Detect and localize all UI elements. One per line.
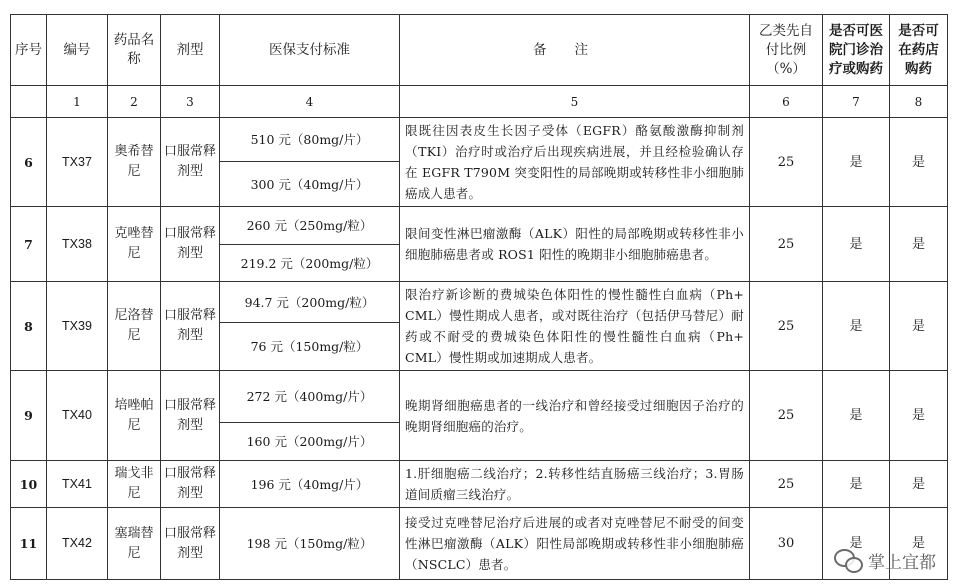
row-ratio: 30 [750, 508, 823, 580]
row-hospital: 是 [823, 118, 890, 207]
row-seq: 7 [11, 207, 47, 282]
row-dosage-form: 口服常释剂型 [161, 371, 220, 461]
watermark [834, 548, 936, 573]
row-code: TX39 [47, 282, 108, 371]
header-ratio: 乙类先自付比例（%） [750, 15, 823, 86]
row-dosage-form: 口服常释剂型 [161, 508, 220, 580]
row-hospital: 是 [823, 371, 890, 461]
row-dosage-form: 口服常释剂型 [161, 207, 220, 282]
row-price: 198 元（150mg/粒） [220, 508, 400, 580]
watermark-text: 掌上宜都 [868, 553, 936, 573]
row-code: TX37 [47, 118, 108, 207]
header-number-row [11, 86, 948, 118]
row-pharmacy: 是 [890, 282, 948, 371]
row-pharmacy: 是 [890, 508, 948, 580]
row-price: 219.2 元（200mg/粒） [220, 245, 400, 282]
row-code: TX41 [47, 461, 108, 508]
header-standard: 医保支付标准 [220, 15, 400, 86]
header-hospital: 是否可医院门诊治疗或购药 [823, 15, 890, 86]
row-ratio: 25 [750, 207, 823, 282]
header-num: 7 [823, 86, 890, 118]
header-num [11, 86, 47, 118]
row-code: TX40 [47, 371, 108, 461]
row-drug-name: 塞瑞替尼 [108, 508, 161, 580]
row-drug-name: 培唑帕尼 [108, 371, 161, 461]
row-remark: 晚期肾细胞癌患者的一线治疗和曾经接受过细胞因子治疗的晚期肾细胞癌的治疗。 [400, 371, 750, 461]
row-drug-name: 奥希替尼 [108, 118, 161, 207]
row-dosage-form: 口服常释剂型 [161, 118, 220, 207]
table-row [11, 207, 948, 245]
row-ratio: 25 [750, 371, 823, 461]
table-row [11, 461, 948, 508]
table-row [11, 508, 948, 580]
header-num: 3 [161, 86, 220, 118]
header-pharmacy: 是否可在药店购药 [890, 15, 948, 86]
row-hospital: 是 [823, 508, 890, 580]
header-num: 8 [890, 86, 948, 118]
row-price: 300 元（40mg/片） [220, 162, 400, 207]
row-price: 76 元（150mg/粒） [220, 323, 400, 371]
header-num: 4 [220, 86, 400, 118]
row-remark: 1.肝细胞癌二线治疗；2.转移性结直肠癌三线治疗；3.胃肠道间质瘤三线治疗。 [400, 461, 750, 508]
row-price: 196 元（40mg/片） [220, 461, 400, 508]
row-drug-name: 瑞戈非尼 [108, 461, 161, 508]
row-price: 272 元（400mg/片） [220, 371, 400, 423]
row-seq: 10 [11, 461, 47, 508]
row-price: 160 元（200mg/片） [220, 423, 400, 461]
row-pharmacy: 是 [890, 371, 948, 461]
row-drug-name: 克唑替尼 [108, 207, 161, 282]
row-price: 510 元（80mg/片） [220, 118, 400, 162]
row-seq: 8 [11, 282, 47, 371]
header-remark: 备注 [400, 15, 750, 86]
header-name: 药品名称 [108, 15, 161, 86]
row-remark: 接受过克唑替尼治疗后进展的或者对克唑替尼不耐受的间变性淋巴瘤激酶（ALK）阳性局部晚期或转移性非小细胞肺癌（NSCLC）患者。 [400, 508, 750, 580]
row-seq: 11 [11, 508, 47, 580]
table-row [11, 371, 948, 423]
header-row [11, 15, 948, 86]
table-row [11, 282, 948, 323]
header-seq: 序号 [11, 15, 47, 86]
row-remark: 限既往因表皮生长因子受体（EGFR）酪氨酸激酶抑制剂（TKI）治疗时或治疗后出现疾病进展，并且经检验确认存在 EGFR T790M 突变阳性的局部晚期或转移性非小细胞肺癌成人患者。 [400, 118, 750, 207]
drug-table [10, 14, 948, 580]
table-row [11, 118, 948, 162]
row-pharmacy: 是 [890, 207, 948, 282]
header-code: 编号 [47, 15, 108, 86]
row-dosage-form: 口服常释剂型 [161, 461, 220, 508]
row-ratio: 25 [750, 282, 823, 371]
row-price: 260 元（250mg/粒） [220, 207, 400, 245]
row-remark: 限间变性淋巴瘤激酶（ALK）阳性的局部晚期或转移性非小细胞肺癌患者或 ROS1 阳性的晚期非小细胞肺癌患者。 [400, 207, 750, 282]
header-form: 剂型 [161, 15, 220, 86]
row-price: 94.7 元（200mg/粒） [220, 282, 400, 323]
header-num: 5 [400, 86, 750, 118]
row-ratio: 25 [750, 461, 823, 508]
row-code: TX38 [47, 207, 108, 282]
header-num: 6 [750, 86, 823, 118]
row-hospital: 是 [823, 282, 890, 371]
row-pharmacy: 是 [890, 461, 948, 508]
header-num: 1 [47, 86, 108, 118]
row-hospital: 是 [823, 207, 890, 282]
header-num: 2 [108, 86, 161, 118]
row-seq: 6 [11, 118, 47, 207]
row-code: TX42 [47, 508, 108, 580]
row-remark: 限治疗新诊断的费城染色体阳性的慢性髓性白血病（Ph+ CML）慢性期成人患者，或对既往治疗（包括伊马替尼）耐药或不耐受的费城染色体阳性的慢性髓性白血病（Ph+ CML）慢性期或加速期成人患者。 [400, 282, 750, 371]
row-hospital: 是 [823, 461, 890, 508]
row-seq: 9 [11, 371, 47, 461]
row-dosage-form: 口服常释剂型 [161, 282, 220, 371]
row-drug-name: 尼洛替尼 [108, 282, 161, 371]
wechat-icon [834, 549, 862, 573]
row-pharmacy: 是 [890, 118, 948, 207]
row-ratio: 25 [750, 118, 823, 207]
